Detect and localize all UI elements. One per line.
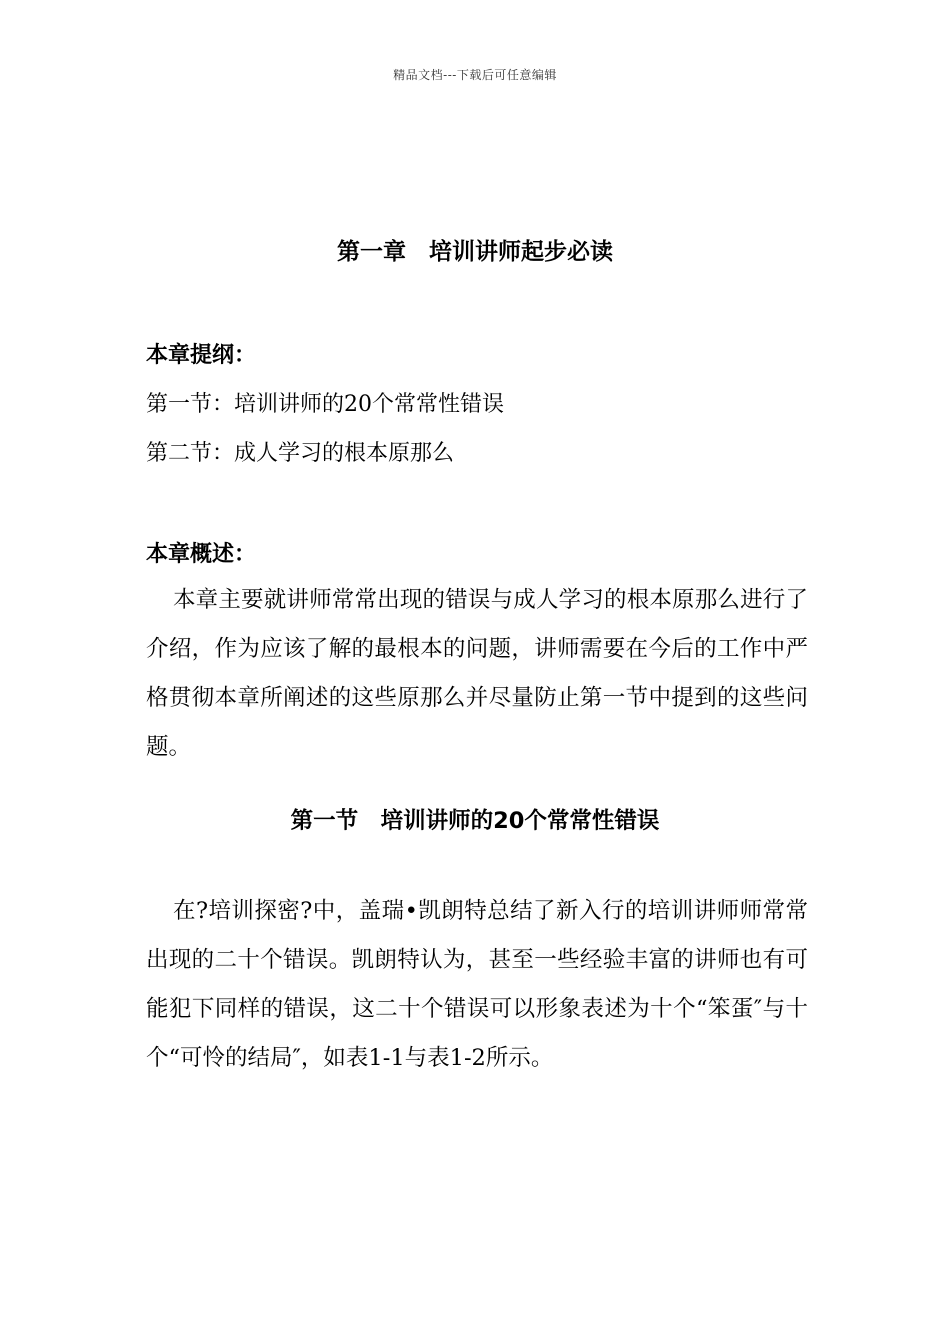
chapter-title: 第一章 培训讲师起步必读: [337, 239, 613, 265]
section-title: 第一节 培训讲师的20个常常性错误: [290, 808, 660, 834]
overview-paragraph: 本章主要就讲师常常出现的错误与成人学习的根本原那么进行了介绍，作为应该了解的最根本的问题，讲师需要在今后的工作中严格贯彻本章所阐述的这些原那么并尽量防止第一节中提到的这些问题。: [146, 587, 808, 760]
outline-heading: 本章提纲：: [146, 343, 257, 368]
outline-item-section-1: 第一节：培训讲师的20个常常性错误: [146, 392, 504, 417]
outline-item-section-2: 第二节：成人学习的根本原那么: [146, 441, 455, 466]
section-intro-paragraph: 在?培训探密?中，盖瑞•凯朗特总结了新入行的培训讲师师常常出现的二十个错误。凯朗特认为，甚至一些经验丰富的讲师也有可能犯下同样的错误，这二十个错误可以形象表述为十个“笨蛋″与十个“可怜的结局″，如表1-1与表1-2所示。: [146, 898, 808, 1071]
overview-heading: 本章概述：: [146, 542, 257, 567]
page-header-note: 精品文档---下载后可任意编辑: [393, 68, 557, 82]
